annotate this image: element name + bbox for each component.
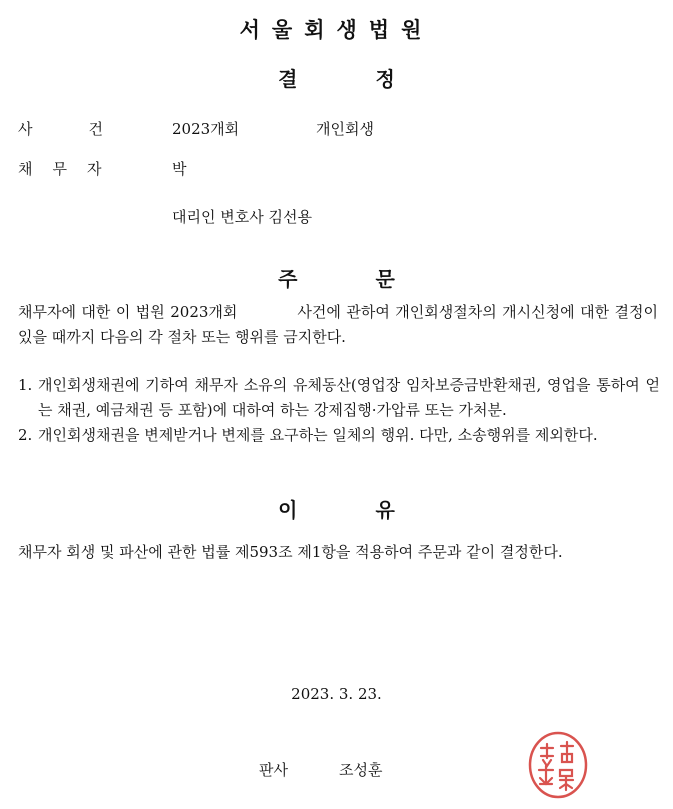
order-item-number: 1. — [18, 376, 33, 394]
reason-heading-char-2: 유 — [375, 498, 395, 522]
order-heading-char-2: 문 — [375, 267, 395, 291]
case-type: 개인회생 — [316, 120, 374, 138]
judge-title: 판사 — [259, 761, 288, 779]
order-item — [18, 373, 660, 423]
document-title-char-1: 결 — [278, 67, 298, 91]
order-intro: 채무자에 대한 이 법원 2023개회 사건에 관하여 개인회생절차의 개시신청에 대한 결정이 있을 때까지 다음의 각 절차 또는 행위를 금지한다. — [18, 303, 663, 346]
debtor-agent: 대리인 변호사 김선용 — [172, 208, 312, 226]
order-item-text: 개인회생채권을 변제받거나 변제를 요구하는 일체의 행위. 다만, 소송행위를 제외한다. — [38, 426, 598, 444]
debtor-label-char-1: 채 — [18, 160, 33, 178]
debtor-name: 박 — [172, 160, 187, 178]
seal-icon — [527, 730, 589, 800]
debtor-label-char-3: 자 — [87, 160, 102, 178]
court-name: 서울회생법원 — [239, 18, 434, 42]
order-item-number: 2. — [18, 426, 33, 444]
case-label — [18, 118, 103, 139]
debtor-label — [18, 158, 102, 179]
order-heading-char-1: 주 — [278, 267, 298, 291]
order-item-text: 개인회생채권에 기하여 채무자 소유의 유체동산(영업장 임차보증금반환채권, 영업을 통하여 얻는 채권, 예금채권 등 포함)에 대하여 하는 강제집행·가압류 또는 가처분. — [38, 376, 660, 419]
decision-date: 2023. 3. 23. — [291, 685, 382, 703]
debtor-label-char-2: 무 — [52, 160, 67, 178]
reason-text: 채무자 회생 및 파산에 관한 법률 제593조 제1항을 적용하여 주문과 같이 결정한다. — [18, 543, 563, 561]
case-label-char-2: 건 — [88, 120, 103, 138]
document-title — [0, 63, 673, 92]
order-heading — [0, 263, 673, 292]
judge-name: 조성훈 — [339, 761, 383, 779]
reason-heading-char-1: 이 — [278, 498, 298, 522]
judge-seal-stamp — [527, 730, 589, 800]
reason-heading — [0, 494, 673, 523]
document-title-char-2: 정 — [375, 67, 395, 91]
order-item — [18, 423, 660, 448]
case-number: 2023개회 — [172, 120, 240, 138]
case-label-char-1: 사 — [18, 120, 33, 138]
